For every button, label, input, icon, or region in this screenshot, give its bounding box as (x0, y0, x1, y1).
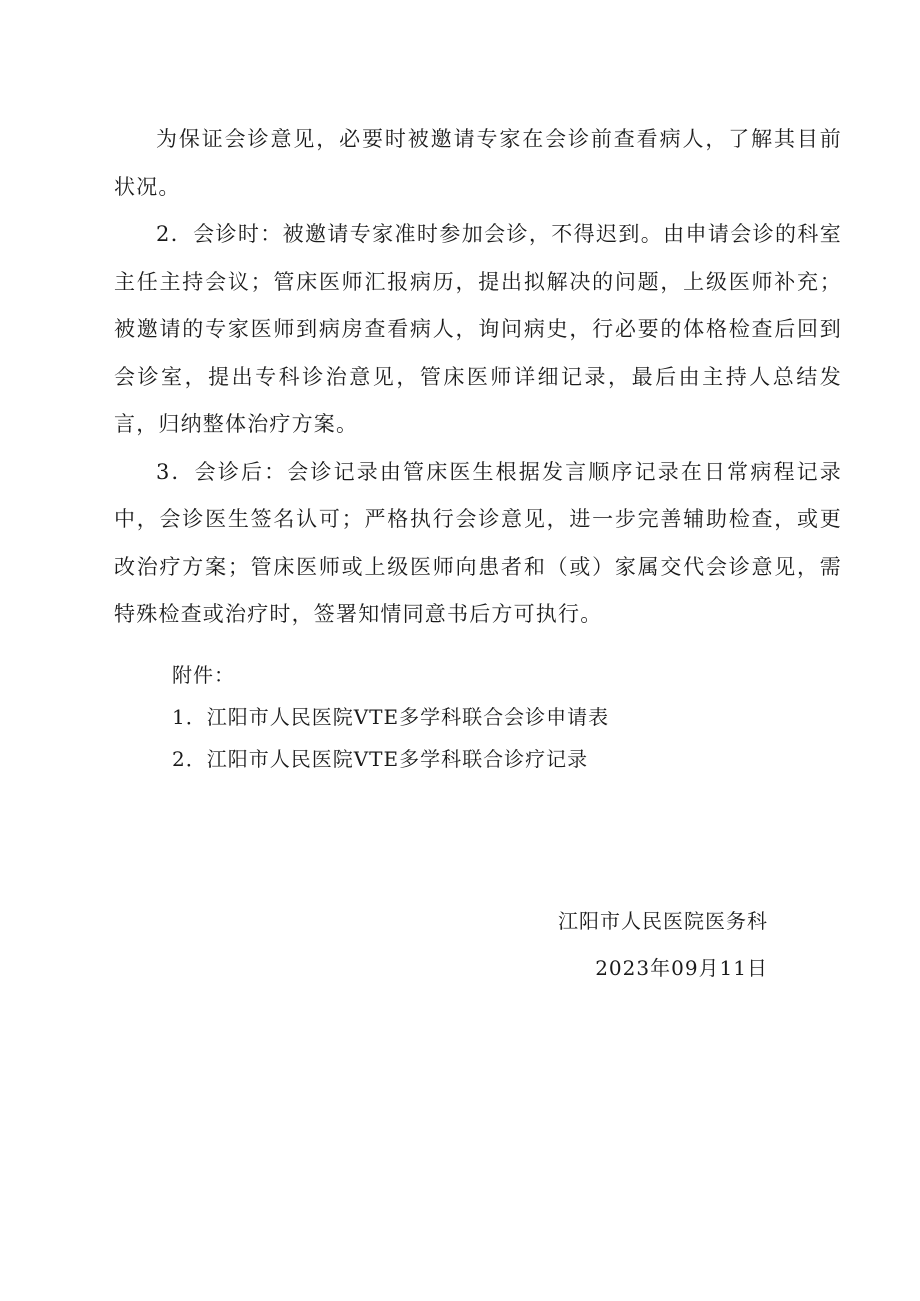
attachment-item-application-form: 1．江阳市人民医院VTE多学科联合会诊申请表 (172, 705, 610, 729)
attachment-item-treatment-record: 2．江阳市人民医院VTE多学科联合诊疗记录 (172, 747, 589, 771)
document-body (114, 116, 842, 639)
issuing-organization: 江阳市人民医院医务科 (558, 909, 768, 933)
attachments-label: 附件： (172, 663, 235, 687)
paragraph-after-consultation: 3．会诊后：会诊记录由管床医生根据发言顺序记录在日常病程记录中，会诊医生签名认可；严格执行会诊意见，进一步完善辅助检查，或更改治疗方案；管床医师或上级医师向患者和（或）家属交代会诊意见，需特殊检查或治疗时，签署知情同意书后方可执行。 (114, 459, 842, 626)
issue-date: 2023年09月11日 (595, 956, 768, 980)
paragraph-during-consultation: 2．会诊时：被邀请专家准时参加会诊，不得迟到。由申请会诊的科室主任主持会议；管床医师汇报病历，提出拟解决的问题，上级医师补充；被邀请的专家医师到病房查看病人，询问病史，行必要的体格检查后回到会诊室，提出专科诊治意见，管床医师详细记录，最后由主持人总结发言，归纳整体治疗方案。 (114, 222, 842, 436)
paragraph-pre-consultation: 为保证会诊意见，必要时被邀请专家在会诊前查看病人，了解其目前状况。 (114, 127, 842, 199)
signature-block (558, 898, 768, 992)
attachments-section (172, 654, 609, 780)
